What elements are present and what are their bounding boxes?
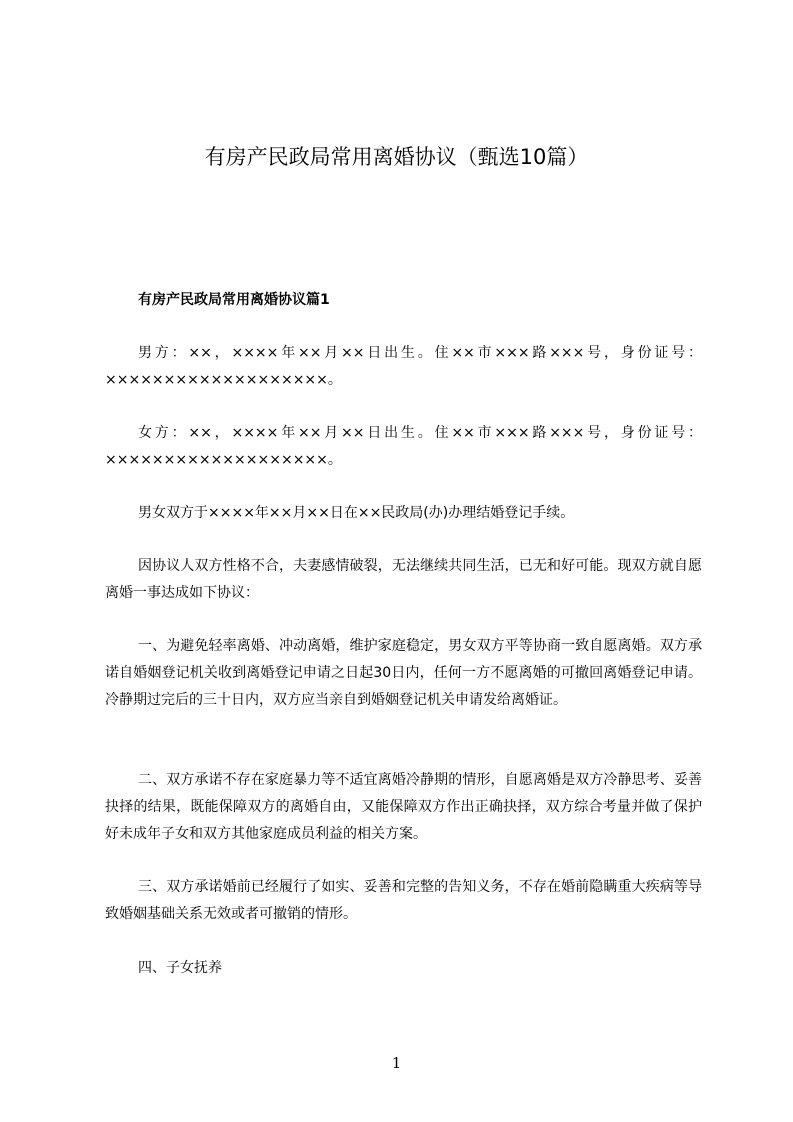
- paragraph-clause-3: 三、双方承诺婚前已经履行了如实、妥善和完整的告知义务，不存在婚前隐瞒重大疾病等导致婚姻基础关系无效或者可撤销的情形。: [105, 879, 702, 922]
- paragraph-male-party: 男方：××，××××年××月××日出生。住××市×××路×××号，身份证号：×××××××××××××××××××。: [105, 345, 702, 388]
- document-title: 有房产民政局常用离婚协议（甄选10篇）: [204, 145, 589, 169]
- paragraph-clause-1: 一、为避免轻率离婚、冲动离婚，维护家庭稳定，男女双方平等协商一致自愿离婚。双方承诺自婚姻登记机关收到离婚登记申请之日起30日内，任何一方不愿离婚的可撤回离婚登记申请。冷静期过完后的三十日内，双方应当亲自到婚姻登记机关申请发给离婚证。: [105, 638, 702, 708]
- paragraph-marriage-registration: 男女双方于××××年××月××日在××民政局(办)办理结婚登记手续。: [138, 505, 575, 521]
- paragraph-clause-2: 二、双方承诺不存在家庭暴力等不适宜离婚冷静期的情形，自愿离婚是双方冷静思考、妥善抉择的结果，既能保障双方的离婚自由，又能保障双方作出正确抉择，双方综合考量并做了保护好未成年子女和双方其他家庭成员利益的相关方案。: [105, 772, 702, 842]
- page-number: 1: [391, 1054, 402, 1072]
- paragraph-divorce-reason: 因协议人双方性格不合，夫妻感情破裂，无法继续共同生活，已无和好可能。现双方就自愿离婚一事达成如下协议：: [105, 558, 702, 601]
- paragraph-clause-4-heading: 四、子女抚养: [138, 960, 222, 976]
- section-title: 有房产民政局常用离婚协议篇1: [138, 292, 330, 308]
- paragraph-female-party: 女方：××，××××年××月××日出生。住××市×××路×××号，身份证号：×××××××××××××××××××。: [105, 425, 702, 468]
